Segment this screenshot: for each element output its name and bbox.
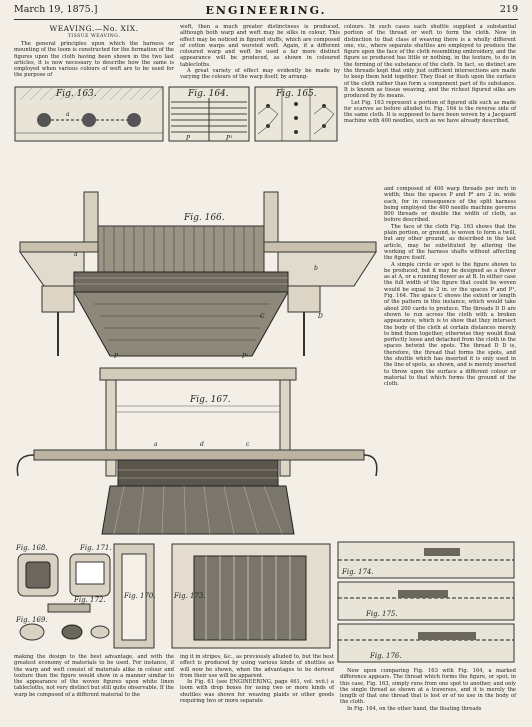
figure-166-caption: Fig. 166. <box>184 213 225 223</box>
column-3-top <box>344 24 516 125</box>
paragraph: ing it in stripes, &c., as previously alluded to, but the best effect is produced by using various kinds of shuttles as will now be shown, when the advantages to be derived from their use will be apparent. <box>180 654 334 679</box>
column-1-top <box>14 24 174 79</box>
column-1-bottom <box>14 654 174 698</box>
figure-168-caption: Fig. 168. <box>16 544 48 552</box>
svg-text:b: b <box>314 265 318 272</box>
paragraph: making the design to the best advantage, and with the greatest economy of materials to be used. For instance, if the warp and weft consist of materials alike in colour and texture then the figure would show in a manner similar to the appearance of the woven figures upon white linen tablecloths, not very distinct but still quite observable. If the warp be composed of a different material to the <box>14 654 174 698</box>
figure-171-caption: Fig. 171. <box>80 544 112 552</box>
figure-167-caption: Fig. 167. <box>190 395 231 405</box>
header-title: ENGINEERING. <box>205 4 327 17</box>
figure-164-caption: Fig. 164. <box>188 89 229 99</box>
svg-text:a: a <box>74 251 78 258</box>
figure-167 <box>14 366 380 536</box>
figure-163 <box>14 86 164 142</box>
header-rule <box>14 19 518 20</box>
article-title: WEAVING.—No. XIX. <box>49 24 139 33</box>
figure-173-caption: Fig. 173. <box>174 592 206 600</box>
figure-175-caption: Fig. 175. <box>366 610 398 618</box>
svg-text:D: D <box>318 313 323 320</box>
paragraph: Let Fig. 163 represent a portion of figured silk such as made for scarves as before alluded to. Fig. 164 is the reverse side of the same cloth. It is supposed to have been woven by a Jacquard machine with 400 needles, such as we have already described, <box>344 99 516 125</box>
column-3-wrap <box>384 186 516 388</box>
paragraph: The general principles upon which the harness or mounting of the loom is constructed for the formation of the figures upon the cloth having been shown in the two last articles, it is now necessary to describe how the same is employed when various colours of weft are to be used for the purpose of <box>14 41 174 79</box>
figure-170-caption: Fig. 170. <box>124 592 156 600</box>
svg-text:a: a <box>66 111 70 118</box>
figures-174-176 <box>336 540 516 664</box>
svg-text:P¹: P¹ <box>226 135 233 142</box>
figures-168-173 <box>14 540 334 652</box>
figure-169-caption: Fig. 169. <box>16 616 48 624</box>
figure-165 <box>254 86 338 142</box>
paragraph: In Fig. 164, on the other hand, the floating threads <box>347 705 482 712</box>
svg-text:a: a <box>154 441 158 448</box>
svg-text:P: P <box>114 353 119 360</box>
svg-text:P¹: P¹ <box>242 353 249 360</box>
column-2-bottom <box>180 654 334 704</box>
figure-174-caption: Fig. 174. <box>342 568 374 576</box>
paragraph: A simple circle or spot is the figure shown to be produced, but it may be designed as a flower as at A, or a running flower as at B. In either case the full width of the figure that could be woven would be equal to 2 in. or the spaces P and P¹, Fig. 164. The space C shows the extent or length of the pattern in this instance, which would take about 200 cards to produce. The threads D D are shown to run across the cloth with a broken appearance, which is to show that they intersect the body of the cloth at certain distances merely to bind them together, otherwise they would float perfectly loose and detached from the cloth in the spaces betwixt the spots. The thread D D is, therefore, the thread that forms the spots, and the shuttle which has inserted it is only used in the line of spots, as shown, and is merely inserted to throw upon the surface a different colour or material to that which forms the ground of the cloth. <box>384 261 516 388</box>
figure-166 <box>14 186 380 360</box>
article-subtitle: TISSUE WEAVING. <box>67 34 121 39</box>
svg-text:d: d <box>200 441 204 448</box>
paragraph: weft, then a much greater distinctness is produced, although both warp and weft may be silks in colour. This effect may be noticed in figured stuffs, which are composed of cotton warps and worsted weft. Again, if a different coloured warp and weft be used a far more distinct appearance will be produced, as shown in coloured tablecloths. <box>180 24 340 68</box>
figure-164 <box>168 86 250 142</box>
page-header <box>14 4 518 18</box>
column-3-bottom <box>340 668 516 712</box>
svg-text:P: P <box>186 135 191 142</box>
figure-163-caption: Fig. 163. <box>56 89 97 99</box>
paragraph: The face of the cloth Fig. 163 shows that the plain portion, or ground, is woven to form a twill, but any other ground, as described in the last article, may be substituted by altering the working of the harness shafts without affecting the figure itself. <box>384 223 516 262</box>
paragraph: Now upon comparing Fig. 163 with Fig. 164, a marked difference appears. The thread which forms the figure, or spot, in this case, Fig. 163, simply runs from one spot to another, and only the single thread as shown at a traverses, and it is merely the length of that one thread that is lost or of no use in the body of the cloth. <box>340 668 516 706</box>
svg-text:C: C <box>260 313 265 320</box>
header-date: March 19, 1875.] <box>14 4 98 15</box>
paragraph: In Fig. 61 (see ENGINEERING, page 461, vol. xvii.) a loom with drop boxes for using two or more kinds of shuttles was shown for weaving plaids or other goods requiring two or more separate <box>180 679 334 705</box>
svg-text:c: c <box>246 441 250 448</box>
figure-165-caption: Fig. 165. <box>276 89 317 99</box>
paragraph: A great variety of effect may evidently be made by varying the colours of the warp itself, by arrang- <box>180 68 340 81</box>
paragraph: colours. In such cases each shuttle supplied a substantial portion of the thread or weft to form the cloth. Now in distinction to that class of weaving there is a wholly different one, viz., where separate shuttles are employed to produce the figure upon the face of the cloth resembling embroidery, and the figure so produced has little or nothing, in the texture, to do in the forming of the substance of the cloth. In fact, so distinct are the threads kept that only just sufficient intersections are made to keep them held together. They float or flush upon the surface of the cloth rather than form a component part of its substance. It is known as tissue weaving, and the richest figured silks are produced by its means. <box>344 24 516 100</box>
figure-176-caption: Fig. 176. <box>370 652 402 660</box>
header-page-number: 219 <box>499 4 518 15</box>
paragraph: and composed of 400 warp threads per inch in width; thus the spaces P and P¹ are 2 in. wide each, for in consequence of the split harness being employed the 400 needle machine governs 800 threads or double the width of cloth, as before described. <box>384 186 516 224</box>
figure-172-caption: Fig. 172. <box>74 596 106 604</box>
column-2-top <box>180 24 340 81</box>
